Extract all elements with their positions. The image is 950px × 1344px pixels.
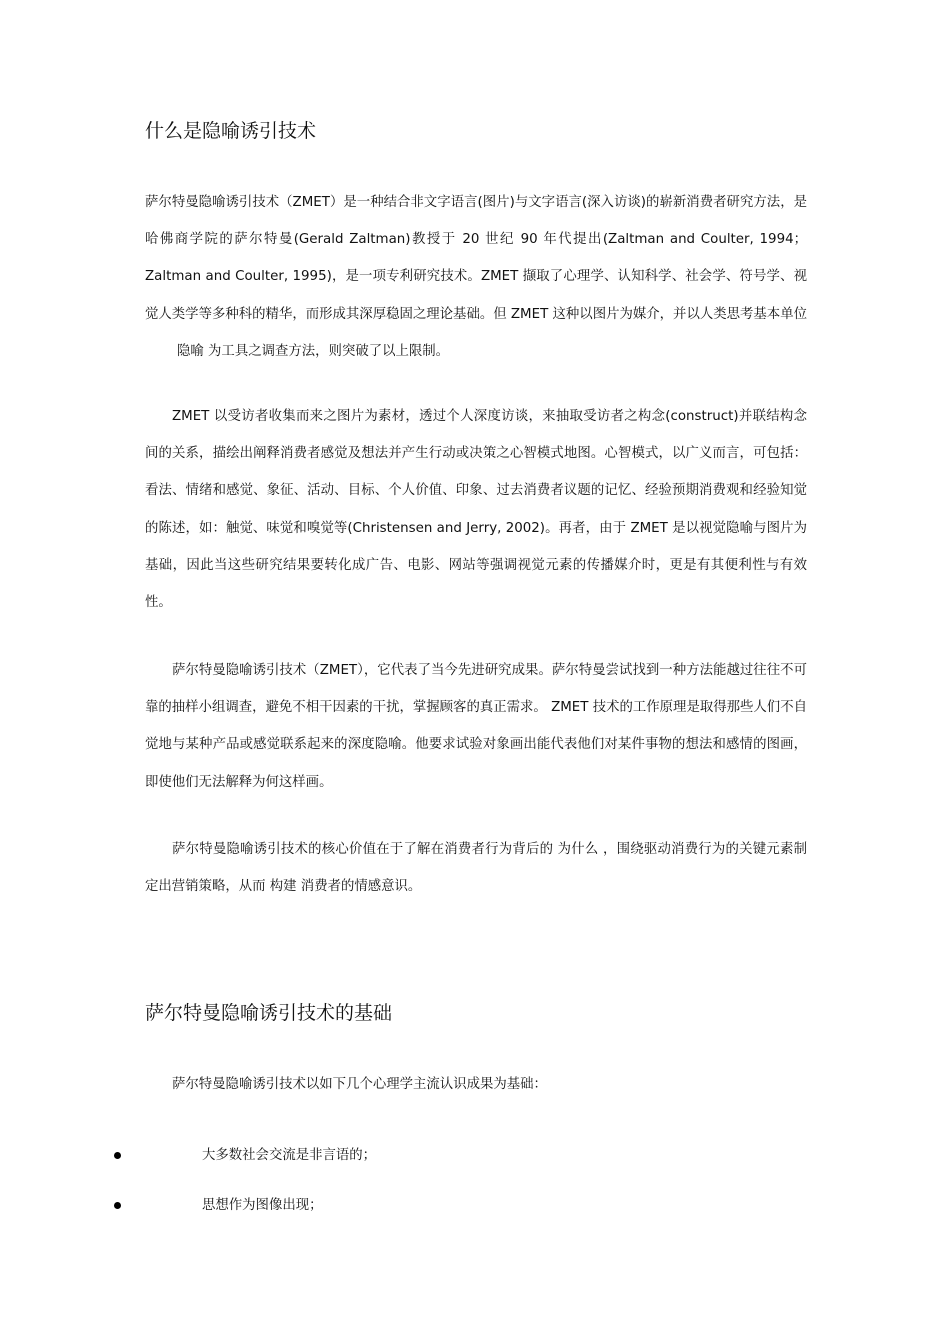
paragraph-zmet-research: 萨尔特曼隐喻诱引技术（ZMET），它代表了当今先进研究成果。萨尔特曼尝试找到一种方法能越过往往不可靠的抽样小组调查，避免不相干因素的干扰，掌握顾客的真正需求。 ZMET 技术的工作原理是取得那些人们不自觉地与某种产品或感觉联系起来的深度隐喻。他要求试验对象画出能代表他们对某件事物的想法和感情的图画，即使他们无法解释为何这样画。 xyxy=(145,663,807,790)
paragraph-intro xyxy=(145,184,807,370)
paragraph-foundation-intro: 萨尔特曼隐喻诱引技术以如下几个心理学主流认识成果为基础： xyxy=(172,1077,547,1092)
paragraph-zmet-method: ZMET 以受访者收集而来之图片为素材，透过个人深度访谈，来抽取受访者之构念(construct)并联结构念间的关系，描绘出阐释消费者感觉及想法并产生行动或决策之心智模式地图。心智模式，以广义而言，可包括：看法、情绪和感觉、象征、活动、目标、个人价值、印象、过去消费者议题的记忆、经验预期消费观和经验知觉的陈述，如：触觉、味觉和嗅觉等(Christensen and Jerry, 2002)。再者，由于 ZMET 是以视觉隐喻与图片为基础，因此当这些研究结果要转化成广告、电影、网站等强调视觉元素的传播媒介时，更是有其便利性与有效性。 xyxy=(145,409,807,611)
paragraph-intro-text: 萨尔特曼隐喻诱引技术（ZMET）是一种结合非文字语言(图片)与文字语言(深入访谈)的崭新消费者研究方法，是哈佛商学院的萨尔特曼(Gerald Zaltman)教授于 20 世纪 90 年代提出(Zaltman and Coulter, 1994；Zaltman and Coulter, 1995)，是一项专利研究技术。ZMET 撷取了心理学、认知科学、社会学、符号学、视觉人类学等多种科的精华，而形成其深厚稳固之理论基础。但 ZMET 这种以图片为媒介，并以人类思考基本单位 xyxy=(145,195,807,322)
list-item-text: 思想作为图像出现； xyxy=(202,1198,323,1213)
paragraph-intro-tail: 隐喻 为工具之调查方法，则突破了以上限制。 xyxy=(177,343,450,359)
bullet-icon xyxy=(114,1202,121,1209)
bullet-icon xyxy=(114,1152,121,1159)
list-item-text: 大多数社会交流是非言语的； xyxy=(202,1148,377,1163)
section-title-what-is-zmet: 什么是隐喻诱引技术 xyxy=(145,120,317,142)
paragraph-core-value: 萨尔特曼隐喻诱引技术的核心价值在于了解在消费者行为背后的 为什么 ，围绕驱动消费行为的关键元素制定出营销策略，从而 构建 消费者的情感意识。 xyxy=(145,842,807,895)
section-title-zmet-foundation: 萨尔特曼隐喻诱引技术的基础 xyxy=(145,1002,393,1024)
